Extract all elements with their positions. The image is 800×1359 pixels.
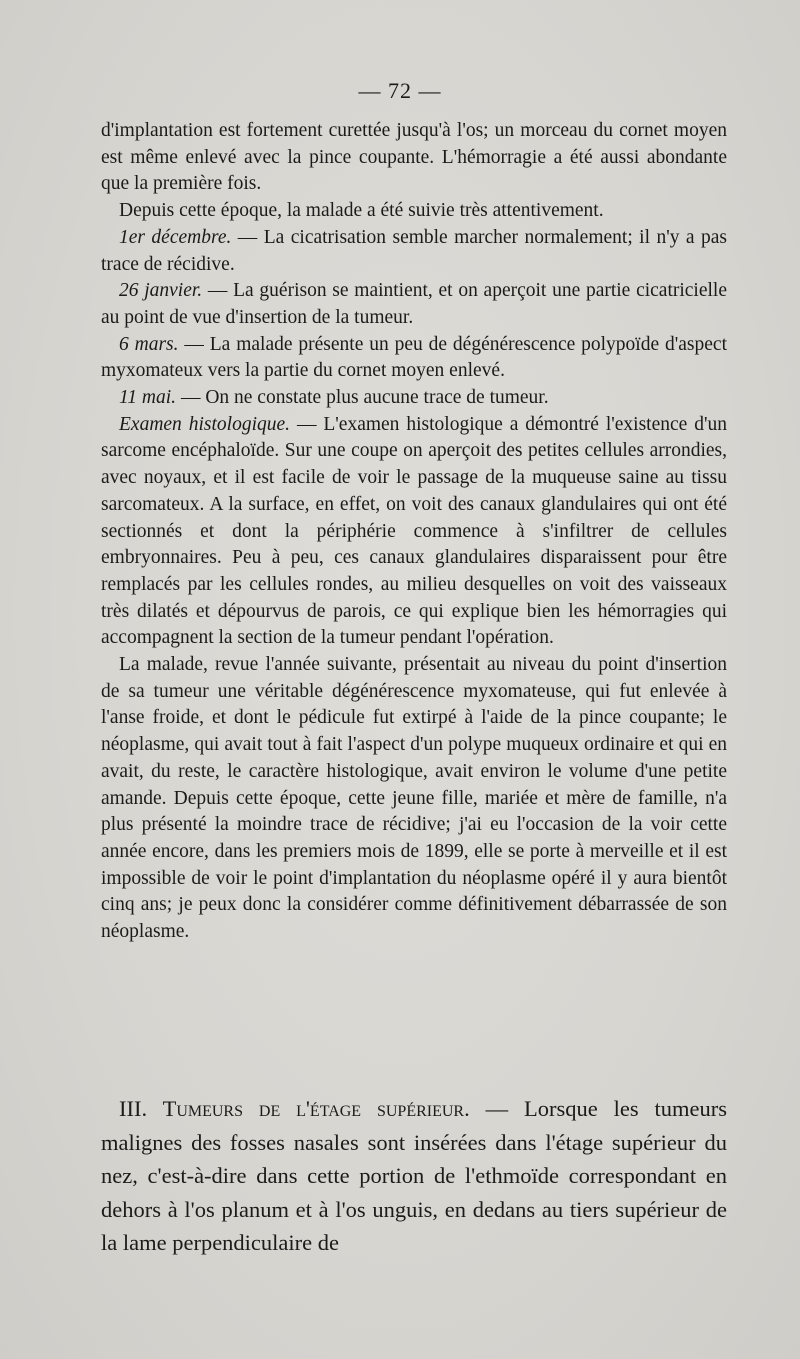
- paragraph-histology: [101, 412, 727, 652]
- case-report-body: [101, 118, 727, 946]
- section-text: — Lorsque les tumeurs malignes des fosses nasales sont insérées dans l'étage supérieur du nez, c'est-à-dire dans cette portion de l'ethmoïde correspondant en dehors à l'os planum et à l'os unguis, en dedans au tiers supérieur de la lame perpendiculaire de: [101, 1096, 727, 1255]
- paragraph-december: [101, 225, 727, 278]
- paragraph-january: [101, 278, 727, 331]
- page-number: — 72 —: [358, 78, 442, 103]
- section-paragraph: [101, 1092, 727, 1260]
- section-heading: III. Tumeurs de l'étage supérieur.: [119, 1096, 470, 1121]
- histology-text: — L'examen histologique a démontré l'existence d'un sarcome encéphaloïde. Sur une coupe on aperçoit des petites cellules arrondies, avec noyaux, et il est facile de voir le passage de la muqueuse saine au tissu sarcomateux. A la surface, en effet, on voit des canaux glandulaires qui ont été sectionnés et dont la périphérie commence à s'infiltrer de cellules embryonnaires. Peu à peu, ces canaux glandulaires disparaissent pour être remplacés par les cellules rondes, au milieu desquelles on voit des vaisseaux très dilatés et dépourvus de parois, ce qui explique bien les hémorragies qui accompagnent la section de la tumeur pendant l'opération.: [101, 413, 728, 649]
- paragraph-operation: d'implantation est fortement curettée jusqu'à l'os; un morceau du cornet moyen est même enlevé avec la pince coupante. L'hémorragie a été aussi abondante que la première fois.: [101, 120, 727, 195]
- histology-heading: Examen histologique.: [119, 413, 291, 435]
- text-march: — La malade présente un peu de dégénérescence polypoïde d'aspect myxomateux vers la partie du cornet moyen enlevé.: [101, 333, 727, 382]
- text-may: — On ne constate plus aucune trace de tumeur.: [176, 387, 549, 409]
- date-january: 26 janvier.: [119, 280, 203, 302]
- paragraph-following-year: La malade, revue l'année suivante, présentait au niveau du point d'insertion de sa tumeur une véritable dégénérescence myxomateuse, qui fut enlevée à l'anse froide, et dont le pédicule fut extirpé à l'aide de la pince coupante; le néoplasme, qui avait tout à fait l'aspect d'un polype muqueux ordinaire et qui en avait, du reste, le caractère histologique, avait environ le volume d'une petite amande. Depuis cette époque, cette jeune fille, mariée et mère de famille, n'a plus présenté la moindre trace de récidive; j'ai eu l'occasion de la voir cette année encore, dans les premiers mois de 1899, elle se porte à merveille et il est impossible de voir le point d'implantation du néoplasme opéré il y aura bientôt cinq ans; je peux donc la considérer comme définitivement débarrassée de son néoplasme.: [101, 654, 727, 943]
- section-three: [101, 1092, 727, 1260]
- paragraph-follow-up: Depuis cette époque, la malade a été suivie très attentivement.: [119, 200, 604, 222]
- text-december: — La cicatrisation semble marcher normalement; il n'y a pas trace de récidive.: [101, 226, 727, 275]
- date-march: 6 mars.: [119, 333, 179, 355]
- date-december: 1er décembre.: [119, 226, 232, 248]
- paragraph-march: [101, 332, 727, 385]
- date-may: 11 mai.: [119, 387, 177, 409]
- paragraph-may: [101, 385, 727, 412]
- text-january: — La guérison se maintient, et on aperçoit une partie cicatricielle au point de vue d'insertion de la tumeur.: [101, 280, 727, 328]
